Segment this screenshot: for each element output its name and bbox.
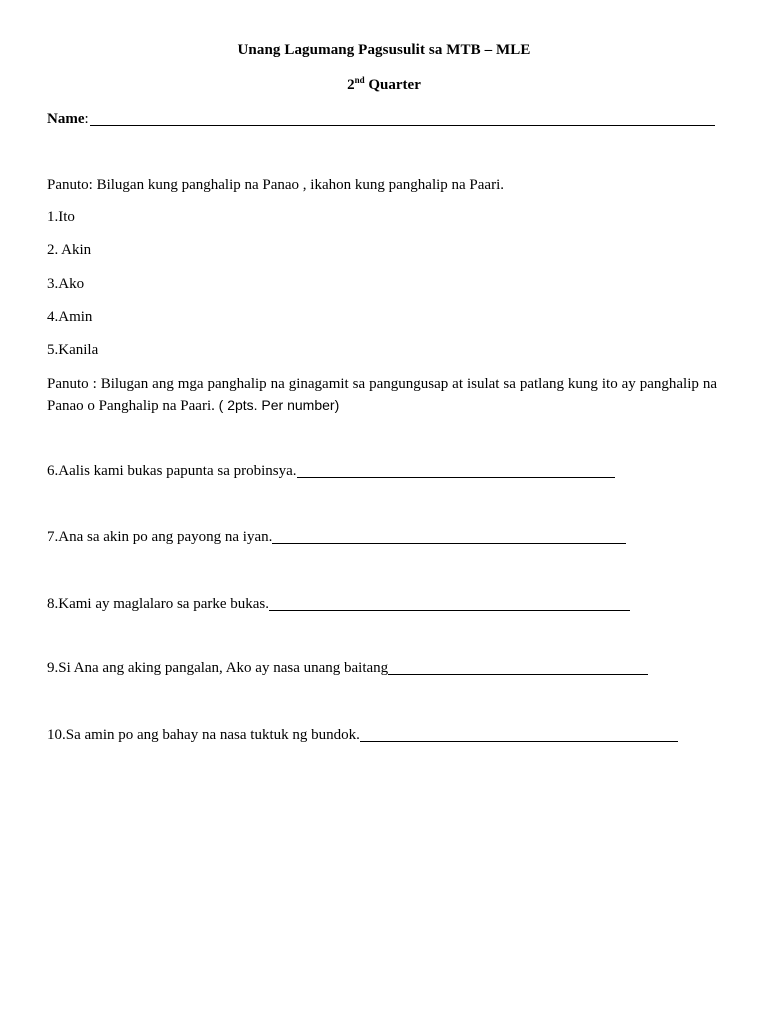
section1-item-5[interactable]: 5.Kanila <box>47 342 99 358</box>
question-7 <box>47 528 626 546</box>
section1-item-4[interactable]: 4.Amin <box>47 309 93 325</box>
question-6-text: 6.Aalis kami bukas papunta sa probinsya. <box>47 463 297 479</box>
question-9 <box>47 659 648 677</box>
question-9-answer-blank[interactable] <box>388 659 648 675</box>
question-8-text: 8.Kami ay maglalaro sa parke bukas. <box>47 596 270 612</box>
name-blank-line[interactable] <box>90 110 715 126</box>
name-field-row <box>47 110 715 128</box>
name-label: Name <box>47 111 85 127</box>
page-title: Unang Lagumang Pagsusulit sa MTB – MLE <box>237 42 531 58</box>
question-10-answer-blank[interactable] <box>360 726 678 742</box>
quarter-number: 2 <box>347 77 355 93</box>
quarter-suffix: nd <box>354 75 365 85</box>
section2-instructions-main: Panuto : Bilugan ang mga panghalip na ginagamit sa pangungusap at isulat sa patlang kung ito ay panghalip na Panao o Panghalip na Paari. <box>47 376 717 414</box>
question-8 <box>47 595 630 613</box>
section1-item-2[interactable]: 2. Akin <box>47 242 92 258</box>
question-6 <box>47 462 615 480</box>
question-10-text: 10.Sa amin po ang bahay na nasa tuktuk ng bundok. <box>47 727 360 743</box>
quarter-label: Quarter <box>368 77 421 93</box>
quarter-heading <box>0 77 768 94</box>
section1-item-1[interactable]: 1.Ito <box>47 209 75 225</box>
question-7-answer-blank[interactable] <box>272 528 626 544</box>
question-8-answer-blank[interactable] <box>269 595 630 611</box>
question-6-answer-blank[interactable] <box>297 462 615 478</box>
question-9-text: 9.Si Ana ang aking pangalan, Ako ay nasa unang baitang <box>47 660 389 676</box>
question-7-text: 7.Ana sa akin po ang payong na iyan. <box>47 529 273 545</box>
section1-item-3[interactable]: 3.Ako <box>47 276 85 292</box>
section1-instructions: Panuto: Bilugan kung panghalip na Panao , ikahon kung panghalip na Paari. <box>47 177 505 193</box>
name-colon: : <box>84 111 89 127</box>
section2-instructions <box>47 374 717 417</box>
section2-points-note: ( 2pts. Per number) <box>218 397 340 413</box>
question-10 <box>47 726 678 744</box>
